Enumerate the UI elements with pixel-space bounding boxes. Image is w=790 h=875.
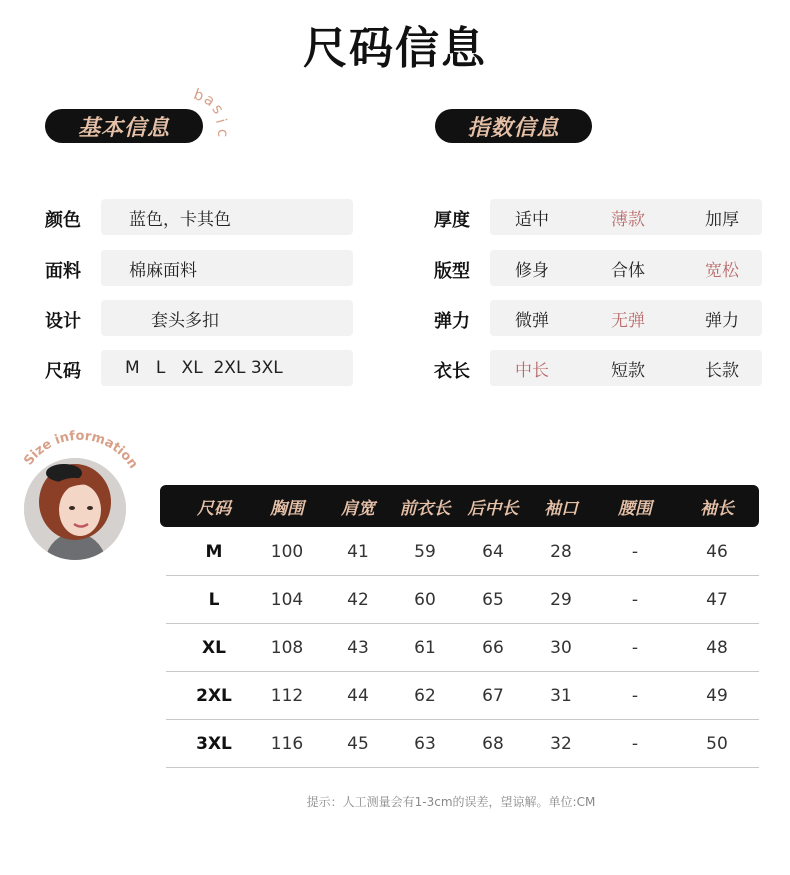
- table-header-cell: 袖口: [544, 498, 578, 519]
- table-cell: 104: [270, 590, 304, 610]
- index-info-label: 指数信息: [467, 115, 560, 141]
- table-cell: 108: [270, 638, 304, 658]
- fabric-label: 面料: [45, 261, 81, 282]
- table-cell: 48: [706, 638, 728, 658]
- size-label: 尺码: [45, 361, 81, 382]
- index-row-options: [490, 199, 762, 235]
- table-cell: 43: [347, 638, 369, 658]
- index-option-selected: 中长: [515, 360, 549, 381]
- table-row: [166, 576, 759, 624]
- table-cell: 62: [414, 686, 436, 706]
- table-row: [166, 720, 759, 768]
- table-cell: -: [631, 686, 639, 706]
- basic-info-label: 基本信息: [77, 115, 170, 141]
- color-value-box: [101, 199, 353, 235]
- table-cell: 31: [550, 686, 572, 706]
- table-size-cell: L: [208, 590, 220, 610]
- basic-deco-text: b a s i c: [191, 84, 233, 138]
- index-option: 微弹: [515, 310, 549, 331]
- index-row-options: [490, 350, 762, 386]
- table-row: [166, 672, 759, 720]
- size-table-header: [160, 485, 759, 527]
- table-cell: -: [631, 590, 639, 610]
- table-cell: 116: [270, 734, 304, 754]
- size-value-box: [101, 350, 353, 386]
- design-label: 设计: [45, 311, 81, 332]
- table-cell: -: [631, 542, 639, 562]
- table-cell: 30: [550, 638, 572, 658]
- index-option: 合体: [611, 260, 645, 281]
- index-row-label: 厚度: [434, 210, 470, 231]
- table-cell: 112: [270, 686, 304, 706]
- page-title: 尺码信息: [303, 23, 487, 74]
- index-option-selected: 薄款: [611, 209, 645, 230]
- color-label: 颜色: [45, 210, 81, 231]
- table-cell: 67: [482, 686, 504, 706]
- table-size-cell: XL: [202, 638, 226, 658]
- table-header-cell: 腰围: [618, 498, 652, 519]
- avatar: [24, 458, 126, 560]
- table-size-cell: 2XL: [196, 686, 232, 706]
- table-cell: -: [631, 638, 639, 658]
- table-cell: 47: [706, 590, 728, 610]
- table-cell: 44: [347, 686, 369, 706]
- index-row-label: 弹力: [434, 311, 470, 332]
- table-size-cell: 3XL: [196, 734, 232, 754]
- index-option: 长款: [705, 360, 739, 381]
- index-option: 弹力: [705, 310, 739, 331]
- index-row-options: [490, 250, 762, 286]
- index-row-label: 版型: [434, 261, 470, 282]
- design-value-box: [101, 300, 353, 336]
- table-cell: 41: [347, 542, 369, 562]
- table-cell: 46: [706, 542, 728, 562]
- table-header-cell: 后中长: [467, 498, 519, 519]
- table-cell: 28: [550, 542, 572, 562]
- color-value: 蓝色，卡其色: [129, 209, 231, 230]
- table-cell: 100: [270, 542, 304, 562]
- table-cell: -: [631, 734, 639, 754]
- table-cell: 50: [706, 734, 728, 754]
- table-row: [166, 624, 759, 672]
- table-cell: 60: [414, 590, 436, 610]
- table-cell: 63: [414, 734, 436, 754]
- index-option: 加厚: [705, 209, 739, 230]
- table-cell: 42: [347, 590, 369, 610]
- table-cell: 61: [414, 638, 436, 658]
- measurement-note: 提示：人工测量会有1-3cm的误差，望谅解。单位:CM: [306, 795, 596, 809]
- table-header-cell: 袖长: [700, 498, 734, 519]
- table-size-cell: M: [205, 542, 223, 562]
- table-header-cell: 前衣长: [399, 498, 451, 519]
- fabric-value: 棉麻面料: [129, 260, 197, 281]
- index-option-selected: 宽松: [705, 260, 739, 281]
- index-option-selected: 无弹: [611, 310, 645, 331]
- table-header-cell: 胸围: [270, 498, 304, 519]
- table-cell: 32: [550, 734, 572, 754]
- table-cell: 49: [706, 686, 728, 706]
- index-option: 短款: [611, 360, 645, 381]
- table-header-cell: 肩宽: [341, 498, 375, 519]
- table-cell: 59: [414, 542, 436, 562]
- size-info-text: Size information: [21, 428, 141, 472]
- index-info-header: [435, 109, 592, 143]
- index-row-options: [490, 300, 762, 336]
- table-cell: 66: [482, 638, 504, 658]
- design-value: 套头多扣: [151, 310, 219, 331]
- table-cell: 65: [482, 590, 504, 610]
- table-cell: 45: [347, 734, 369, 754]
- basic-info-header: [45, 109, 203, 143]
- table-row: [166, 528, 759, 576]
- index-option: 修身: [515, 260, 549, 281]
- index-option: 适中: [515, 209, 549, 230]
- table-cell: 29: [550, 590, 572, 610]
- index-row-label: 衣长: [434, 361, 470, 382]
- table-header-cell: 尺码: [197, 498, 231, 519]
- table-cell: 64: [482, 542, 504, 562]
- size-value: M L XL 2XL 3XL: [125, 358, 283, 378]
- fabric-value-box: [101, 250, 353, 286]
- table-cell: 68: [482, 734, 504, 754]
